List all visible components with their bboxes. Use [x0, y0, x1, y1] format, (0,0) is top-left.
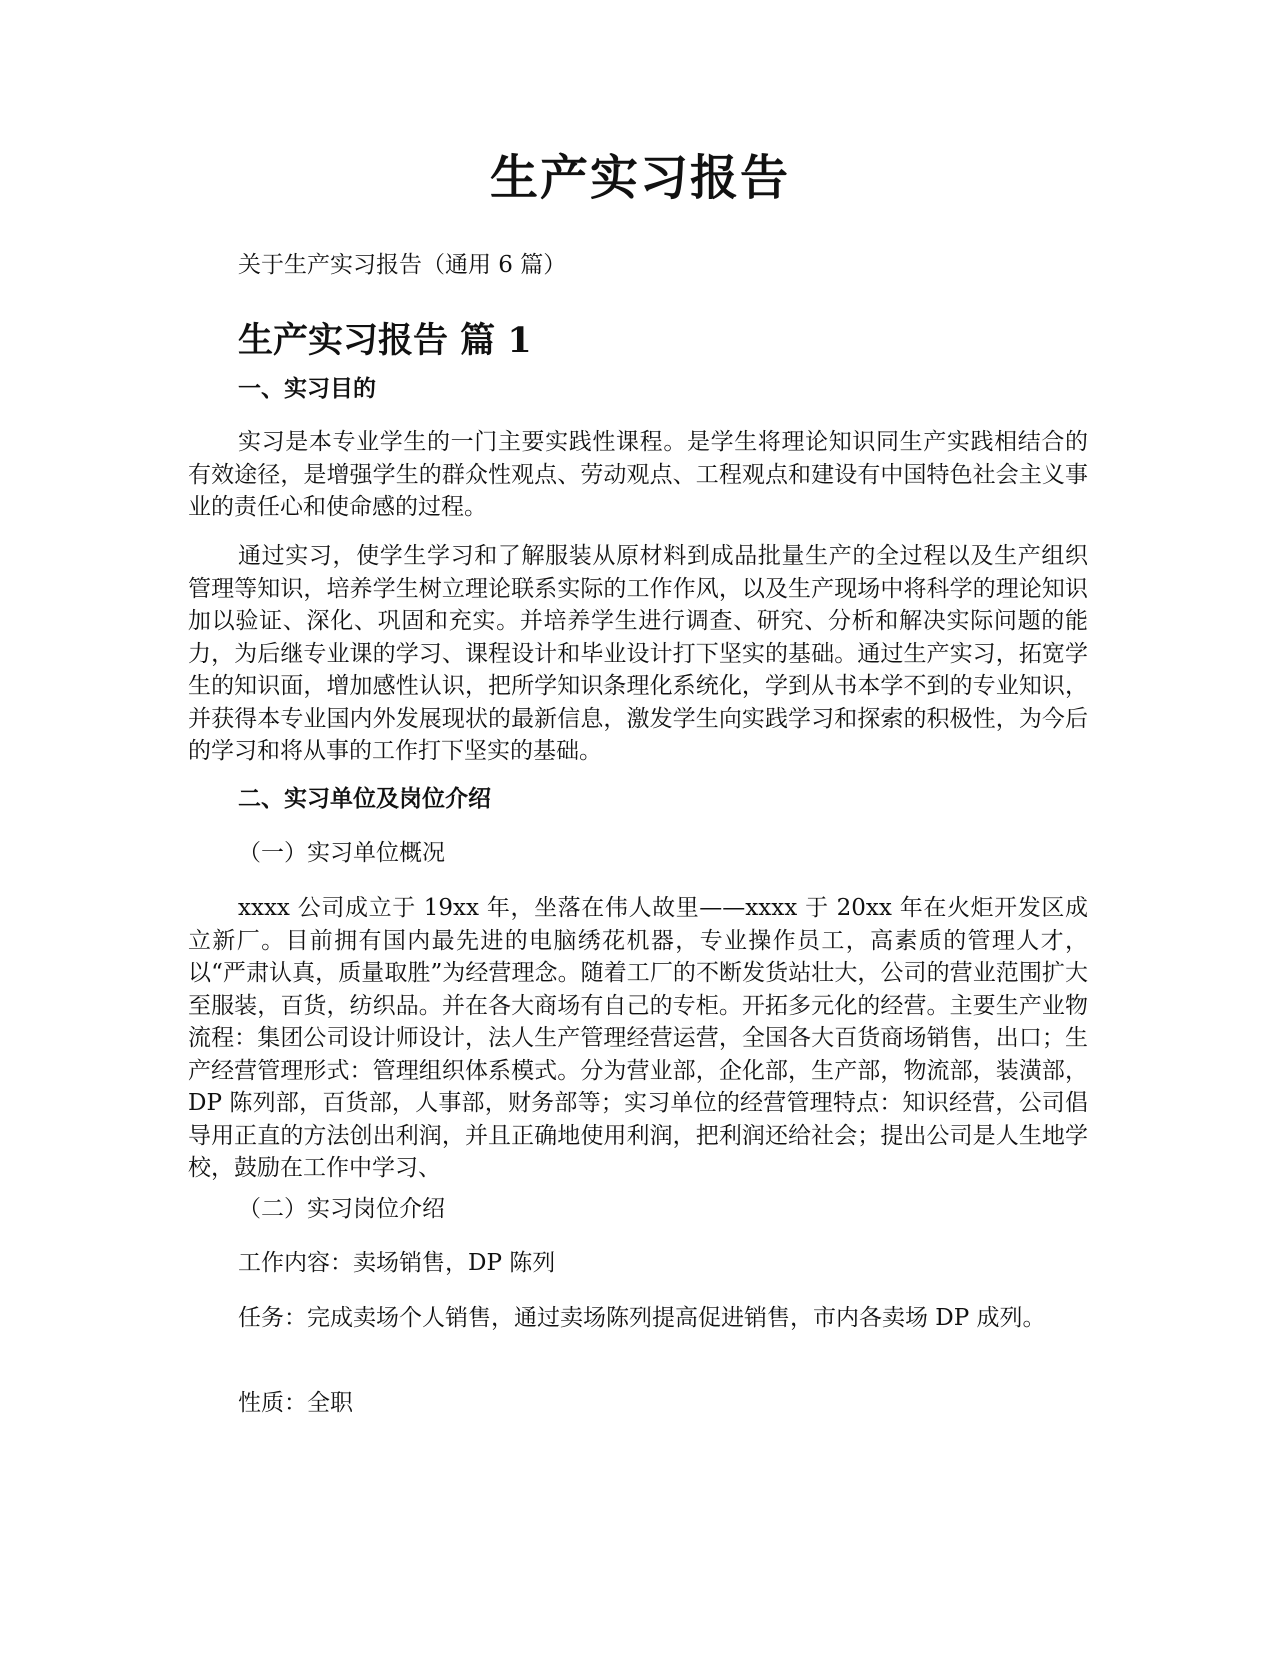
- subheading-unit-overview: （一）实习单位概况: [238, 840, 445, 866]
- paragraph-purpose-1: 实习是本专业学生的一门主要实践性课程。是学生将理论知识同生产实践相结合的有效途径，是增强学生的群众性观点、劳动观点、工程观点和建设有中国特色社会主义事业的责任心和使命感的过程。: [188, 429, 1088, 520]
- paragraph-purpose-2: 通过实习，使学生学习和了解服装从原材料到成品批量生产的全过程以及生产组织管理等知识，培养学生树立理论联系实际的工作作风，以及生产现场中将科学的理论知识加以验证、深化、巩固和充实。并培养学生进行调查、研究、分析和解决实际问题的能力，为后继专业课的学习、课程设计和毕业设计打下坚实的基础。通过生产实习，拓宽学生的知识面，增加感性认识，把所学知识条理化系统化，学到从书本学不到的专业知识，并获得本专业国内外发展现状的最新信息，激发学生向实践学习和探索的积极性，为今后的学习和将从事的工作打下坚实的基础。: [188, 543, 1088, 764]
- paragraph-unit-overview: xxxx 公司成立于 19xx 年，坐落在伟人故里——xxxx 于 20xx 年在火炬开发区成立新厂。目前拥有国内最先进的电脑绣花机器，专业操作员工，高素质的管理人才，以“严肃认真，质量取胜”为经营理念。随着工厂的不断发货站壮大，公司的营业范围扩大至服装，百货，纺织品。并在各大商场有自己的专柜。开拓多元化的经营。主要生产业物流程：集团公司设计师设计，法人生产管理经营运营，全国各大百货商场销售，出口；生产经营管理形式：管理组织体系模式。分为营业部，企化部，生产部，物流部，装潢部，DP 陈列部，百货部，人事部，财务部等；实习单位的经营管理特点：知识经营，公司倡导用正直的方法创出利润，并且正确地使用利润，把利润还给社会；提出公司是人生地学校，鼓励在工作中学习、: [188, 895, 1088, 1181]
- nature-line: 性质：全职: [238, 1390, 353, 1416]
- job-content-line: 工作内容：卖场销售，DP 陈列: [238, 1250, 556, 1276]
- heading-unit-and-post: 二、实习单位及岗位介绍: [238, 785, 491, 812]
- task-line: 任务：完成卖场个人销售，通过卖场陈列提高促进销售，市内各卖场 DP 成列。: [238, 1305, 1046, 1331]
- document-title: 生产实习报告: [489, 150, 790, 206]
- subheading-post-intro: （二）实习岗位介绍: [238, 1196, 445, 1222]
- document-subtitle: 关于生产实习报告（通用 6 篇）: [238, 252, 567, 278]
- heading-purpose: 一、实习目的: [238, 375, 376, 402]
- section-title: 生产实习报告 篇 1: [238, 320, 532, 361]
